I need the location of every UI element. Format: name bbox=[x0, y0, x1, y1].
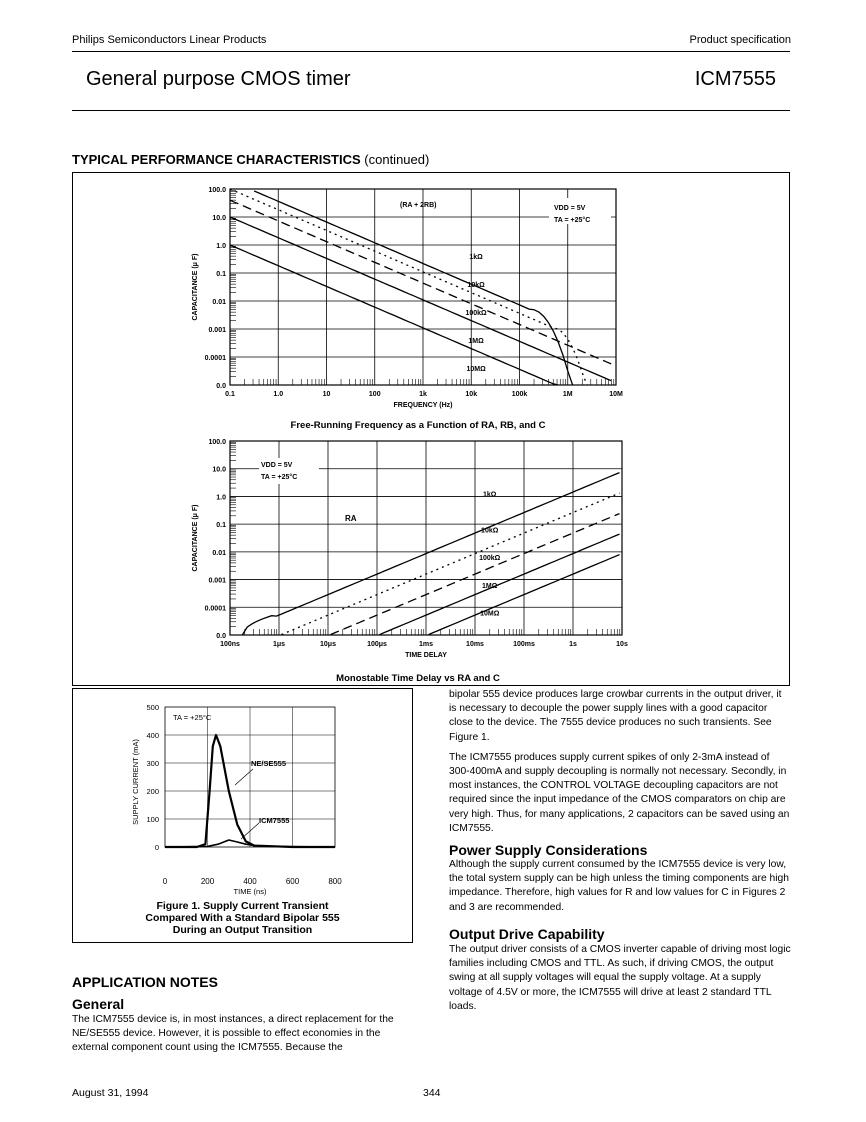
doc-type: Product specification bbox=[689, 34, 791, 46]
x-tick-label: 600 bbox=[285, 877, 300, 886]
y-axis-label: CAPACITANCE (μ F) bbox=[192, 253, 199, 321]
x-tick-label: 800 bbox=[328, 877, 342, 886]
company-name: Philips Semiconductors Linear Products bbox=[72, 34, 267, 46]
x-tick-label: 1μs bbox=[272, 641, 286, 648]
general-heading: General bbox=[72, 996, 125, 1012]
y-tick-label: 0.001 bbox=[208, 327, 226, 334]
x-tick-label: 100ms bbox=[513, 641, 535, 648]
y-tick-label: 100.0 bbox=[208, 187, 226, 194]
y-tick-label: 1.0 bbox=[216, 243, 226, 250]
y-tick-label: 0.0 bbox=[216, 383, 226, 390]
header-rule-bottom bbox=[72, 110, 790, 111]
x-tick-label: 100 bbox=[368, 391, 381, 398]
series-label: 100kΩ bbox=[479, 555, 501, 563]
x-tick-label: 0 bbox=[162, 877, 168, 886]
series-label: 1MΩ bbox=[482, 582, 498, 590]
app-notes-title: APPLICATION NOTES bbox=[72, 974, 218, 990]
series-label: 10MΩ bbox=[466, 366, 486, 373]
y-tick-label: 0.01 bbox=[212, 549, 226, 557]
series-line bbox=[281, 493, 619, 634]
series-label: NE/SE555 bbox=[251, 759, 287, 768]
y-tick-label: 100 bbox=[146, 815, 159, 824]
annotation-ta: TA = +25°C bbox=[554, 217, 591, 224]
y-tick-label: 100.0 bbox=[208, 439, 226, 446]
y-tick-label: 0.001 bbox=[208, 577, 226, 585]
charts-svg bbox=[73, 173, 789, 685]
x-tick-label: 100μs bbox=[367, 641, 387, 648]
y-axis-label: SUPPLY CURRENT (mA) bbox=[131, 739, 140, 825]
y-tick-label: 0.0 bbox=[216, 633, 226, 640]
series-label: 1MΩ bbox=[468, 338, 484, 345]
series-label: 1kΩ bbox=[469, 254, 483, 261]
output-heading: Output Drive Capability bbox=[449, 926, 605, 942]
power-text: Although the supply current consumed by the ICM7555 device is very low, the total system supply can be high unless the timing components are high impedance. Therefore, high values for R and low values for C in Figures 2 and 3 are recommended. bbox=[449, 859, 789, 913]
x-axis-label: TIME (ns) bbox=[233, 887, 267, 896]
x-tick-label: 10ms bbox=[466, 641, 484, 648]
right-column bbox=[449, 688, 791, 842]
series-label: 1kΩ bbox=[482, 491, 497, 499]
series-label: 10kΩ bbox=[481, 527, 499, 535]
x-tick-label: 10μs bbox=[320, 641, 336, 648]
series-line bbox=[230, 245, 558, 385]
x-tick-label: 1k bbox=[419, 391, 427, 398]
x-tick-label: 10k bbox=[465, 391, 478, 398]
y-tick-label: 0.0001 bbox=[204, 355, 226, 362]
x-tick-label: 400 bbox=[243, 877, 257, 886]
series-line bbox=[230, 217, 611, 381]
y-tick-label: 10.0 bbox=[212, 466, 226, 474]
y-tick-label: 0.0001 bbox=[204, 605, 226, 613]
leader-line bbox=[235, 769, 253, 785]
annotation-vdd: VDD = 5V bbox=[554, 205, 586, 212]
doc-title: General purpose CMOS timer bbox=[86, 68, 351, 90]
x-tick-label: 10 bbox=[322, 391, 331, 398]
y-tick-label: 400 bbox=[146, 731, 159, 740]
x-tick-label: 10M bbox=[609, 391, 623, 398]
footer-date: August 31, 1994 bbox=[72, 1087, 149, 1099]
para-spikes: The ICM7555 produces supply current spikes of only 2-3mA instead of 300-400mA and supply decoupling is normally not necessary. Secondly, in most instances, the CONTROL VOLTAGE decoupling capacitors are not required since the input impedance of the CMOS comparators on chip are very high. Thus, for many applications, 2 capacitors can be saved using an ICM7555. bbox=[449, 751, 790, 834]
y-tick-label: 1.0 bbox=[216, 494, 226, 502]
series-label: 10kΩ bbox=[467, 282, 485, 289]
y-tick-label: 500 bbox=[146, 703, 159, 712]
annotation-vdd: VDD = 5V bbox=[261, 462, 293, 469]
section-title: TYPICAL PERFORMANCE CHARACTERISTICS (continued) bbox=[72, 152, 430, 167]
y-tick-label: 300 bbox=[146, 759, 159, 768]
header-rule-top bbox=[72, 51, 790, 52]
x-tick-label: 100ns bbox=[220, 641, 240, 648]
annotation-ra: RA bbox=[345, 514, 357, 523]
series-line bbox=[242, 473, 619, 635]
part-number: ICM7555 bbox=[694, 68, 776, 90]
x-tick-label: 0.1 bbox=[225, 391, 235, 398]
figure1-caption: Figure 1. Supply Current Transient Compared With a Standard Bipolar 555 During an Output Transition bbox=[145, 900, 340, 936]
x-tick-label: 1s bbox=[569, 641, 577, 648]
x-tick-label: 10s bbox=[616, 641, 628, 648]
footer-page: 344 bbox=[423, 1087, 441, 1099]
general-text: The ICM7555 device is, in most instances, a direct replacement for the NE/SE555 device. However, it is possible to effect economies in the external component count using the ICM7555. Because the bbox=[72, 1014, 394, 1054]
x-tick-label: 200 bbox=[200, 877, 215, 886]
power-heading: Power Supply Considerations bbox=[449, 842, 648, 858]
series-line bbox=[230, 189, 587, 385]
chart-group bbox=[192, 439, 628, 659]
series-line bbox=[230, 200, 611, 364]
x-tick-label: 1ms bbox=[418, 641, 434, 648]
series-label: ICM7555 bbox=[259, 816, 290, 825]
x-axis-label: FREQUENCY (Hz) bbox=[393, 402, 453, 409]
y-tick-label: 200 bbox=[146, 787, 159, 796]
y-tick-label: 0 bbox=[154, 843, 159, 852]
series-label: 10MΩ bbox=[480, 610, 500, 618]
x-axis-label: TIME DELAY bbox=[405, 652, 447, 659]
series-line bbox=[380, 534, 620, 635]
y-tick-label: 0.1 bbox=[216, 271, 226, 278]
annotation-ta: TA = +25°C bbox=[173, 713, 212, 722]
para-crowbar: bipolar 555 device produces large crowbar currents in the output driver, it is necessary to decouple the power supply lines with a good capacitor close to the device. The 7555 device produces no such transients. See Figure 1. bbox=[449, 689, 782, 743]
y-tick-label: 0.01 bbox=[212, 299, 226, 306]
series-label: 100kΩ bbox=[465, 310, 487, 317]
y-tick-label: 10.0 bbox=[212, 215, 226, 222]
x-tick-label: 100k bbox=[511, 391, 528, 398]
x-tick-label: 1.0 bbox=[273, 391, 284, 398]
chart1-title: Free-Running Frequency as a Function of RA, RB, and C bbox=[290, 420, 546, 431]
x-tick-label: 1M bbox=[562, 391, 573, 398]
chart2-title: Monostable Time Delay vs RA and C bbox=[336, 673, 500, 684]
figure1-box bbox=[72, 688, 413, 943]
annotation-ta: TA = +25°C bbox=[261, 474, 298, 481]
y-axis-label: CAPACITANCE (μ F) bbox=[192, 504, 199, 572]
y-tick-label: 0.1 bbox=[216, 522, 226, 530]
figure1-svg bbox=[73, 689, 412, 899]
charts-box bbox=[72, 172, 790, 686]
output-text: The output driver consists of a CMOS inverter capable of driving most logic families including CMOS and TTL. As such, if driving CMOS, the output swing at all supply voltages will equal the supply voltage. At a supply voltage of 4.5V or more, the ICM7555 will drive at least 2 standard TTL loads. bbox=[449, 944, 791, 1012]
annotation-ra-rb: (RA + 2RB) bbox=[400, 202, 437, 209]
